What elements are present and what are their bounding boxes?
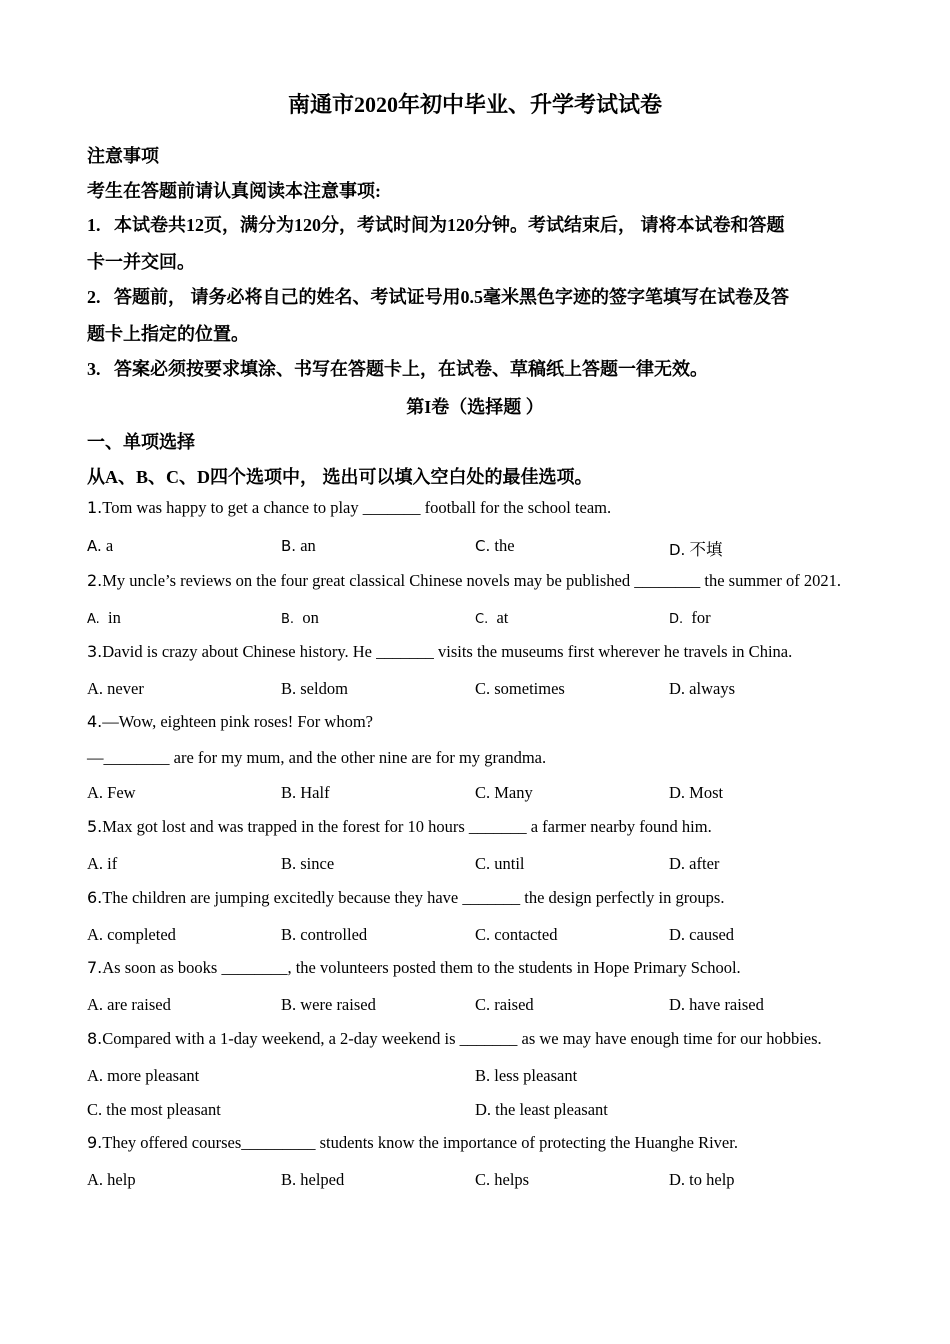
q2-option-d[interactable] [669,608,711,628]
q7-option-a[interactable]: A. are raised [87,995,171,1014]
q1-option-a[interactable] [87,536,113,556]
question-5 [87,817,712,837]
question-4 [87,712,373,732]
q6-option-d[interactable]: D. caused [669,925,735,944]
q9-option-b[interactable]: B. helped [281,1170,345,1189]
q3-option-b[interactable]: B. seldom [281,679,348,698]
question-8 [87,1029,822,1049]
question-number: 7. [87,958,103,977]
q7-option-d[interactable]: D. have raised [669,995,764,1014]
q6-option-b[interactable]: B. controlled [281,925,368,944]
option-letter: A. [87,612,100,627]
q5-option-a[interactable]: A. if [87,854,118,873]
q5-option-b[interactable]: B. since [281,854,335,873]
option-text: the [490,536,515,555]
option-text: at [488,608,509,627]
option-text: on [294,608,319,627]
question-number: 8. [87,1029,103,1048]
exam-title: 南通市2020年初中毕业、升学考试试卷 [287,92,662,117]
q1-option-c[interactable] [475,536,515,556]
question-9 [87,1133,738,1153]
question-number: 6. [87,888,103,907]
option-letter: B. [281,537,297,555]
question-2 [87,571,841,591]
q9-option-d[interactable]: D. to help [669,1170,735,1189]
q4-option-b[interactable]: B. Half [281,783,330,802]
option-text: an [296,536,316,555]
notes-item-2-line-2: 题卡上指定的位置。 [87,324,249,344]
q4-option-c[interactable]: C. Many [475,783,533,802]
q6-option-a[interactable]: A. completed [87,925,176,944]
q3-option-c[interactable]: C. sometimes [475,679,565,698]
question-text: David is crazy about Chinese history. He _______ visits the museums first wherever he travels in China. [102,642,793,661]
question-number: 5. [87,817,103,836]
notes-item-3: 3. 答案必须按要求填涂、书写在答题卡上，在试卷、草稿纸上答题一律无效。 [87,359,708,379]
option-text: for [683,608,711,627]
q5-option-d[interactable]: D. after [669,854,720,873]
option-letter: C. [475,537,491,555]
question-text: As soon as books ________, the volunteers posted them to the students in Hope Primary School. [102,958,741,977]
q1-option-d[interactable] [669,536,722,560]
question-text: Max got lost and was trapped in the forest for 10 hours _______ a farmer nearby found him. [102,817,712,836]
q2-option-b[interactable] [281,608,319,628]
question-3 [87,642,792,662]
q8-option-d[interactable]: D. the least pleasant [475,1100,608,1119]
question-number: 1. [87,498,103,517]
notes-intro: 考生在答题前请认真阅读本注意事项: [87,181,381,201]
q7-option-c[interactable]: C. raised [475,995,534,1014]
q4-option-d[interactable]: D. Most [669,783,724,802]
question-text: Tom was happy to get a chance to play _______ football for the school team. [102,498,612,517]
option-letter: D. [669,612,684,627]
question-7 [87,958,741,978]
question-number: 2. [87,571,103,590]
section-instruction: 从A、B、C、D四个选项中， 选出可以填入空白处的最佳选项。 [87,467,593,487]
q2-option-a[interactable] [87,608,121,628]
option-letter: A. [87,537,102,555]
question-text: —Wow, eighteen pink roses! For whom? [102,712,373,731]
option-text: in [99,608,121,627]
option-letter: B. [281,612,295,627]
option-text: 不填 [685,540,723,559]
q2-option-c[interactable] [475,608,508,628]
q7-option-b[interactable]: B. were raised [281,995,376,1014]
option-text: a [101,536,114,555]
q9-option-a[interactable]: A. help [87,1170,136,1189]
question-text: Compared with a 1-day weekend, a 2-day weekend is _______ as we may have enough time for our hobbies. [102,1029,822,1048]
question-6 [87,888,724,908]
question-1 [87,498,611,518]
section-heading: 一、单项选择 [87,432,195,452]
option-letter: D. [669,541,686,559]
question-text: They offered courses_________ students know the importance of protecting the Huanghe River. [102,1133,738,1152]
notes-item-2-line-1: 2. 答题前， 请务必将自己的姓名、考试证号用0.5毫米黑色字迹的签字笔填写在试卷及答 [87,287,789,307]
q1-option-b[interactable] [281,536,316,556]
question-number: 9. [87,1133,103,1152]
q4-option-a[interactable]: A. Few [87,783,136,802]
notes-item-1-line-1: 1. 本试卷共12页，满分为120分，考试时间为120分钟。考试结束后， 请将本试卷和答题 [87,215,785,235]
option-letter: C. [475,612,489,627]
q6-option-c[interactable]: C. contacted [475,925,558,944]
q3-option-d[interactable]: D. always [669,679,735,698]
q9-option-c[interactable]: C. helps [475,1170,530,1189]
q8-option-c[interactable]: C. the most pleasant [87,1100,221,1119]
q8-option-b[interactable]: B. less pleasant [475,1066,578,1085]
question-text: The children are jumping excitedly because they have _______ the design perfectly in groups. [102,888,725,907]
q5-option-c[interactable]: C. until [475,854,525,873]
q8-option-a[interactable]: A. more pleasant [87,1066,200,1085]
question-number: 4. [87,712,103,731]
part-title: 第I卷（选择题 ） [406,397,544,417]
q3-option-a[interactable]: A. never [87,679,144,698]
notes-heading: 注意事项 [87,146,159,166]
notes-item-1-line-2: 卡一并交回。 [87,252,195,272]
question-number: 3. [87,642,103,661]
question-4-line-2: —________ are for my mum, and the other nine are for my grandma. [87,748,547,767]
question-text: My uncle’s reviews on the four great classical Chinese novels may be published ________ the summer of 2021. [102,571,841,590]
